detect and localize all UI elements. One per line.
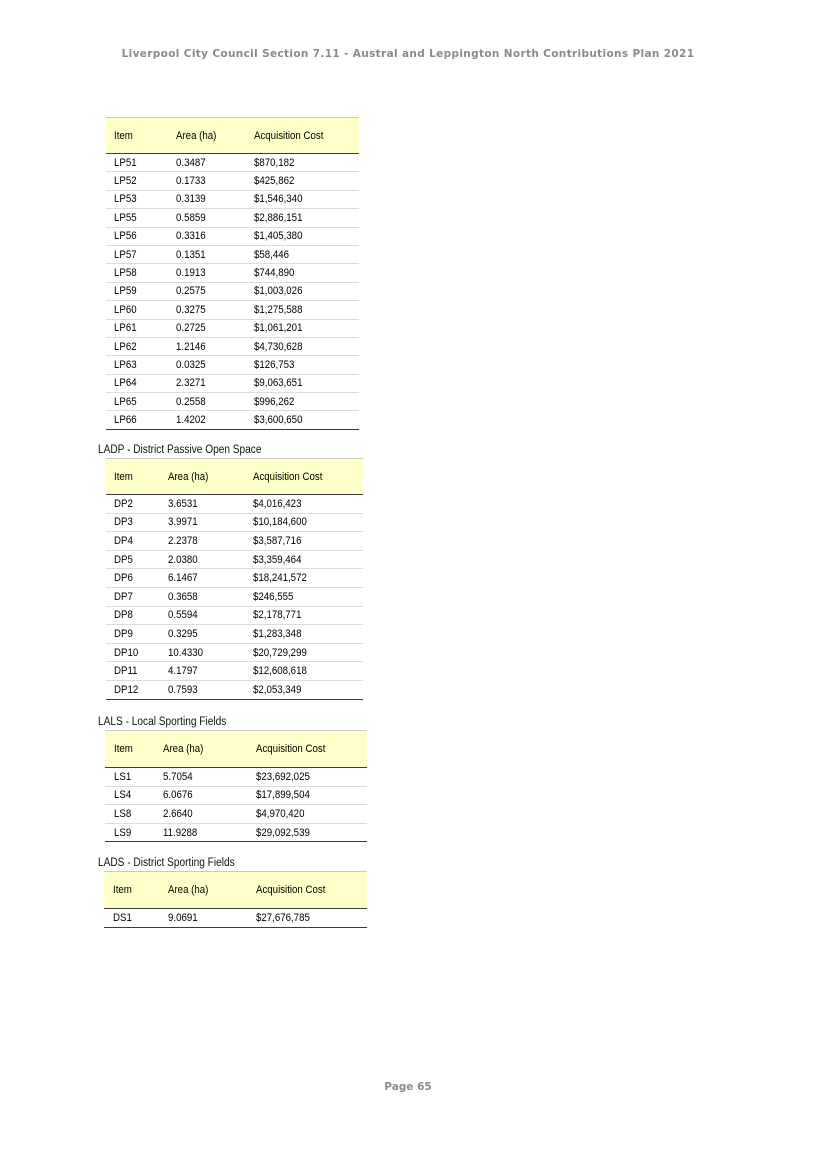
cell-value: 2.6640 (163, 807, 193, 820)
cell-value: LP63 (114, 358, 137, 371)
table-cell (247, 569, 363, 588)
cell-value: $58,446 (254, 248, 289, 261)
table-cell (106, 643, 157, 662)
column-header-label: Acquisition Cost (256, 743, 326, 755)
cell-value: 0.5594 (168, 609, 198, 622)
table-row (106, 209, 359, 227)
cost-table (106, 117, 359, 430)
table-cell (106, 337, 164, 355)
table-row (106, 625, 363, 644)
column-header (248, 118, 359, 154)
cell-value: LP58 (114, 267, 137, 280)
column-header-label: Area (ha) (176, 129, 217, 142)
cell-value: 1.4202 (176, 414, 206, 427)
cell-value: $3,359,464 (253, 553, 302, 566)
table-cell (248, 245, 359, 263)
cell-value: 0.3275 (176, 303, 206, 316)
table-cell (248, 411, 359, 429)
cell-value: DP3 (114, 516, 133, 529)
column-header-label: Area (ha) (163, 743, 204, 755)
cell-value: 0.1913 (176, 267, 206, 280)
table-cell (164, 374, 248, 392)
table-cell (247, 495, 363, 514)
cell-value: 3.9971 (168, 516, 198, 529)
table-cell (105, 768, 155, 787)
table-cell (248, 337, 359, 355)
cell-value: $1,061,201 (254, 322, 303, 335)
cost-table (106, 458, 363, 700)
page-header: Liverpool City Council Section 7.11 - Austral and Leppington North Contributions Plan 2021 (121, 48, 695, 60)
table-cell (106, 532, 157, 551)
table-row (106, 569, 363, 588)
table-cell (106, 495, 157, 514)
column-header (250, 731, 367, 768)
column-header (250, 872, 367, 909)
table-row (105, 823, 367, 842)
cell-value: 0.0325 (176, 358, 206, 371)
column-header (157, 459, 247, 495)
cell-value: $1,546,340 (254, 193, 303, 206)
table-row (106, 374, 359, 392)
cell-value: $23,692,025 (256, 770, 310, 783)
cell-value: 0.3487 (176, 156, 206, 169)
cell-value: LP62 (114, 340, 137, 353)
cell-value: $10,184,600 (253, 516, 307, 529)
table-cell (247, 550, 363, 569)
cell-value: LS1 (114, 770, 132, 783)
cell-value: LP56 (114, 230, 137, 243)
table-cell (155, 823, 250, 842)
cell-value: $1,275,588 (254, 303, 303, 316)
cell-value: LP65 (114, 395, 137, 408)
table-row (104, 909, 367, 928)
table-cell (157, 662, 247, 681)
table-cell (104, 909, 160, 928)
cell-value: $27,676,785 (256, 911, 310, 924)
table-cell (106, 680, 157, 699)
cell-value: $1,283,348 (253, 627, 302, 640)
table-cell (106, 587, 157, 606)
table-row (106, 245, 359, 263)
cell-value: 2.0380 (168, 553, 198, 566)
table-cell (106, 569, 157, 588)
cell-value: 0.3658 (168, 590, 198, 603)
table-cell (157, 569, 247, 588)
table-row (106, 190, 359, 208)
cell-value: DP11 (114, 665, 138, 678)
cell-value: $425,862 (254, 175, 295, 188)
table-cell (106, 301, 164, 319)
table-cell (248, 209, 359, 227)
table-cell (247, 532, 363, 551)
cell-value: 0.1733 (176, 175, 206, 188)
table-cell (248, 374, 359, 392)
cell-value: $2,053,349 (253, 683, 302, 696)
table-cell (250, 786, 367, 805)
table-cell (247, 587, 363, 606)
cell-value: LP60 (114, 303, 137, 316)
table-row (106, 227, 359, 245)
table-cell (248, 190, 359, 208)
table-cell (106, 264, 164, 282)
cell-value: DP9 (114, 627, 133, 640)
table-cell (247, 662, 363, 681)
table-cell (106, 411, 164, 429)
table-cell (157, 532, 247, 551)
table-cell (105, 823, 155, 842)
cell-value: $9,063,651 (254, 377, 303, 390)
table-cell (106, 393, 164, 411)
column-header (106, 459, 157, 495)
cell-value: $870,182 (254, 156, 295, 169)
table-cell (106, 172, 164, 190)
cell-value: 0.3139 (176, 193, 206, 206)
table-cell (164, 154, 248, 172)
table-cell (247, 625, 363, 644)
cell-value: 2.3271 (176, 377, 206, 390)
table-cell (106, 209, 164, 227)
table-row (106, 393, 359, 411)
table-cell (105, 786, 155, 805)
table-cell (248, 282, 359, 300)
table-title: LADP - District Passive Open Space (98, 444, 262, 456)
cell-value: $12,608,618 (253, 665, 307, 678)
column-header (160, 872, 250, 909)
cell-value: LS4 (114, 789, 132, 802)
cell-value: $1,003,026 (254, 285, 303, 298)
table-cell (157, 625, 247, 644)
table-cell (157, 680, 247, 699)
cost-table (105, 730, 367, 842)
table-cell (164, 337, 248, 355)
table-cell (106, 374, 164, 392)
cell-value: LP66 (114, 414, 137, 427)
table-cell (164, 172, 248, 190)
table-row (106, 606, 363, 625)
cell-value: $246,555 (253, 590, 294, 603)
cell-value: $126,753 (254, 358, 295, 371)
table-cell (106, 227, 164, 245)
table-cell (164, 264, 248, 282)
table-row (106, 282, 359, 300)
table-cell (155, 786, 250, 805)
cell-value: $29,092,539 (256, 826, 310, 839)
table-cell (250, 909, 367, 928)
page-number: Page 65 (384, 1081, 432, 1093)
cell-value: $4,970,420 (256, 807, 305, 820)
column-header-label: Acquisition Cost (254, 129, 324, 142)
cell-value: 0.2558 (176, 395, 206, 408)
table-cell (157, 495, 247, 514)
cell-value: DP4 (114, 534, 133, 547)
cell-value: 0.3295 (168, 627, 198, 640)
cell-value: 0.2575 (176, 285, 206, 298)
cell-value: LP59 (114, 285, 137, 298)
table-row (105, 786, 367, 805)
cell-value: LP64 (114, 377, 137, 390)
cell-value: $996,262 (254, 395, 295, 408)
table-cell (164, 301, 248, 319)
cell-value: LS8 (114, 807, 132, 820)
table-cell (248, 172, 359, 190)
cell-value: 0.2725 (176, 322, 206, 335)
column-header (106, 118, 164, 154)
table-cell (106, 550, 157, 569)
table-cell (157, 587, 247, 606)
cell-value: $1,405,380 (254, 230, 303, 243)
cell-value: 0.7593 (168, 683, 198, 696)
column-header (104, 872, 160, 909)
table-cell (164, 245, 248, 263)
table-cell (248, 264, 359, 282)
cell-value: 2.2378 (168, 534, 198, 547)
table-row (106, 587, 363, 606)
cell-value: 3.6531 (168, 497, 198, 510)
cell-value: $744,890 (254, 267, 295, 280)
column-header-label: Item (113, 884, 132, 896)
cell-value: $18,241,572 (253, 572, 307, 585)
cell-value: 11.9288 (163, 826, 198, 839)
column-header (247, 459, 363, 495)
table-row (105, 768, 367, 787)
table-row (106, 532, 363, 551)
table-cell (106, 319, 164, 337)
cell-value: 9.0691 (168, 911, 198, 924)
cell-value: $20,729,299 (253, 646, 307, 659)
table-header-row (104, 872, 367, 909)
cost-table (104, 871, 367, 928)
table-header-row (106, 459, 363, 495)
table-row (106, 680, 363, 699)
table-title: LALS - Local Sporting Fields (98, 716, 227, 728)
table-cell (164, 411, 248, 429)
cell-value: 0.5859 (176, 211, 206, 224)
table-row (105, 805, 367, 824)
table-cell (106, 356, 164, 374)
table-header-row (105, 731, 367, 768)
cell-value: LP53 (114, 193, 137, 206)
table-cell (247, 680, 363, 699)
table-cell (247, 606, 363, 625)
table-row (106, 356, 359, 374)
cell-value: 0.1351 (176, 248, 206, 261)
table-cell (248, 356, 359, 374)
cell-value: $2,886,151 (254, 211, 303, 224)
column-header-label: Acquisition Cost (253, 470, 323, 483)
table-cell (164, 282, 248, 300)
table-row (106, 411, 359, 429)
cell-value: $4,016,423 (253, 497, 302, 510)
cell-value: LP61 (114, 322, 137, 335)
cell-value: LP57 (114, 248, 137, 261)
table-row (106, 172, 359, 190)
cell-value: DP2 (114, 497, 133, 510)
column-header (105, 731, 155, 768)
table-cell (247, 513, 363, 532)
table-row (106, 337, 359, 355)
table-cell (247, 643, 363, 662)
cell-value: 10.4330 (168, 646, 203, 659)
table-row (106, 513, 363, 532)
cell-value: LS9 (114, 826, 132, 839)
cell-value: DP10 (114, 646, 139, 659)
table-row (106, 550, 363, 569)
cell-value: LP51 (114, 156, 137, 169)
column-header-label: Item (114, 129, 133, 142)
table-cell (250, 768, 367, 787)
table-cell (160, 909, 250, 928)
cell-value: DP12 (114, 683, 139, 696)
column-header-label: Item (114, 470, 133, 483)
table-cell (157, 643, 247, 662)
cell-value: DP7 (114, 590, 133, 603)
cell-value: $3,587,716 (253, 534, 302, 547)
table-cell (250, 805, 367, 824)
table-cell (164, 209, 248, 227)
column-header-label: Area (ha) (168, 884, 209, 896)
table-cell (164, 319, 248, 337)
table-cell (105, 805, 155, 824)
table-cell (164, 356, 248, 374)
column-header (164, 118, 248, 154)
column-header-label: Item (114, 743, 133, 755)
table-row (106, 643, 363, 662)
table-cell (106, 513, 157, 532)
table-row (106, 319, 359, 337)
cell-value: 4.1797 (168, 665, 198, 678)
table-cell (250, 823, 367, 842)
table-row (106, 154, 359, 172)
table-cell (164, 393, 248, 411)
table-cell (248, 393, 359, 411)
table-title: LADS - District Sporting Fields (98, 857, 235, 869)
cell-value: 5.7054 (163, 770, 193, 783)
cell-value: 0.3316 (176, 230, 206, 243)
table-cell (248, 319, 359, 337)
table-row (106, 301, 359, 319)
cell-value: LP55 (114, 211, 137, 224)
cell-value: DP8 (114, 609, 133, 622)
column-header (155, 731, 250, 768)
cell-value: 1.2146 (176, 340, 206, 353)
table-header-row (106, 118, 359, 154)
table-row (106, 495, 363, 514)
cell-value: DS1 (113, 911, 132, 924)
table-cell (106, 662, 157, 681)
cell-value: $17,899,504 (256, 789, 310, 802)
cell-value: $4,730,628 (254, 340, 303, 353)
table-row (106, 264, 359, 282)
cell-value: 6.1467 (168, 572, 198, 585)
table-cell (155, 768, 250, 787)
cell-value: 6.0676 (163, 789, 193, 802)
table-cell (106, 606, 157, 625)
table-cell (248, 154, 359, 172)
table-cell (155, 805, 250, 824)
cell-value: $2,178,771 (253, 609, 302, 622)
table-cell (106, 625, 157, 644)
table-cell (106, 154, 164, 172)
cell-value: DP5 (114, 553, 133, 566)
table-cell (106, 190, 164, 208)
cell-value: $3,600,650 (254, 414, 303, 427)
table-cell (157, 550, 247, 569)
table-cell (106, 282, 164, 300)
table-cell (164, 190, 248, 208)
column-header-label: Area (ha) (168, 470, 209, 483)
table-cell (106, 245, 164, 263)
table-cell (248, 227, 359, 245)
cell-value: LP52 (114, 175, 137, 188)
table-cell (248, 301, 359, 319)
table-cell (157, 513, 247, 532)
table-cell (157, 606, 247, 625)
table-row (106, 662, 363, 681)
table-cell (164, 227, 248, 245)
column-header-label: Acquisition Cost (256, 884, 326, 896)
cell-value: DP6 (114, 572, 133, 585)
